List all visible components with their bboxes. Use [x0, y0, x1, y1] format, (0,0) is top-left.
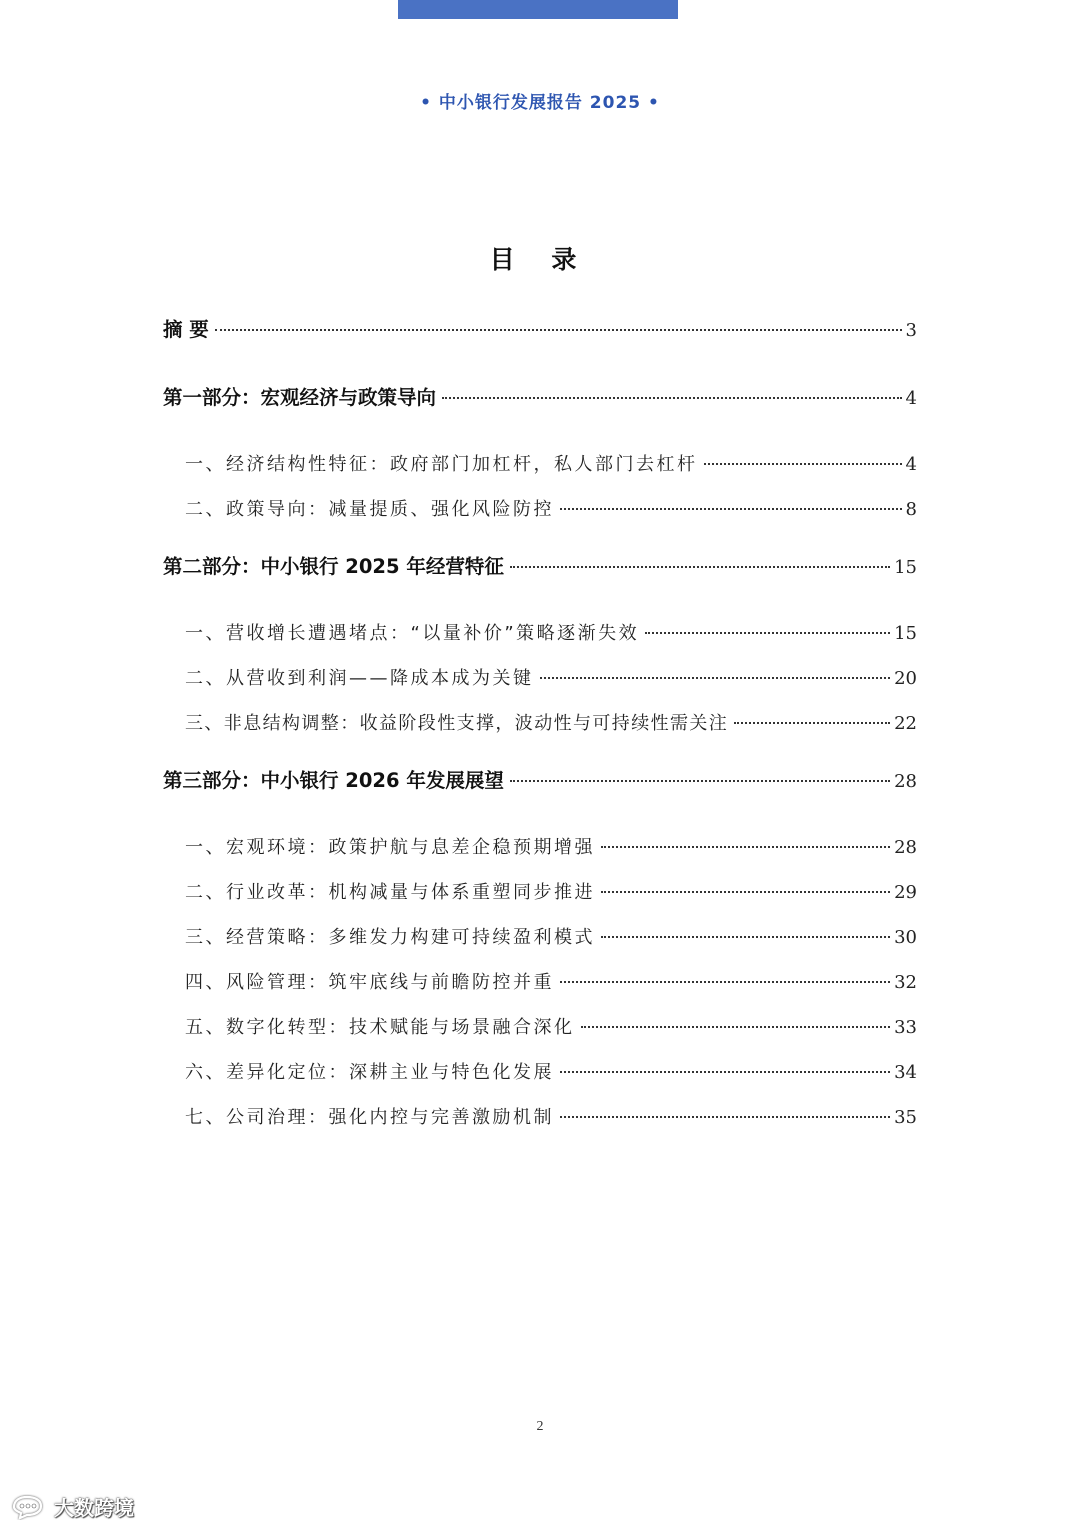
dot-leader: [704, 463, 902, 465]
toc-entry-label: 五、数字化转型：技术赋能与场景融合深化: [185, 1017, 575, 1038]
toc-entry-label: 七、公司治理：强化内控与完善激励机制: [185, 1107, 554, 1128]
toc-entry-page: 33: [894, 1017, 917, 1038]
toc-entry-page: 30: [894, 927, 917, 948]
toc-entry-page: 35: [894, 1107, 917, 1128]
toc-entry-2-1[interactable]: [185, 619, 917, 645]
toc-entry-3-4[interactable]: [185, 968, 917, 994]
dot-leader: [601, 936, 890, 938]
toc-entry-label: 四、风险管理：筑牢底线与前瞻防控并重: [185, 972, 554, 993]
toc-entry-page: 4: [905, 388, 917, 409]
toc-entry-page: 20: [894, 668, 917, 689]
toc-entry-abstract[interactable]: [163, 314, 917, 342]
dot-leader: [645, 632, 890, 634]
toc-entry-page: 3: [905, 320, 917, 341]
toc-entry-label: 六、差异化定位：深耕主业与特色化发展: [185, 1062, 554, 1083]
dot-leader: [215, 329, 902, 331]
toc-entry-label: 二、从营收到利润——降成本成为关键: [185, 668, 534, 689]
toc-entry-page: 29: [894, 882, 917, 903]
toc-entry-page: 28: [894, 837, 917, 858]
toc-entry-3-6[interactable]: [185, 1058, 917, 1084]
toc-entry-1-2[interactable]: [185, 495, 917, 521]
toc-entry-page: 32: [894, 972, 917, 993]
dot-leader: [442, 397, 902, 399]
toc-entry-page: 22: [894, 713, 917, 734]
toc-entry-3-3[interactable]: [185, 923, 917, 949]
dot-leader: [510, 566, 890, 568]
toc-entry-2-2[interactable]: [185, 664, 917, 690]
toc-entry-part-1[interactable]: [163, 382, 917, 410]
toc-entry-label: 一、经济结构性特征：政府部门加杠杆，私人部门去杠杆: [185, 454, 698, 475]
toc-entry-part-2[interactable]: [163, 551, 917, 579]
report-header-title: • 中小银行发展报告 2025 •: [420, 93, 660, 113]
toc-entry-label: 一、营收增长遭遇堵点：“以量补价”策略逐渐失效: [185, 623, 640, 644]
toc-entry-label: 摘 要: [163, 318, 209, 341]
toc-title: 目 录: [489, 245, 591, 274]
watermark: [10, 1492, 134, 1521]
toc-entry-label: 二、行业改革：机构减量与体系重塑同步推进: [185, 882, 595, 903]
dot-leader: [540, 677, 891, 679]
toc-entry-page: 34: [894, 1062, 917, 1083]
toc-entry-1-1[interactable]: [185, 450, 917, 476]
dot-leader: [581, 1026, 891, 1028]
toc-entry-part-3[interactable]: [163, 765, 917, 793]
watermark-text: 大数跨境: [54, 1496, 134, 1520]
toc-entry-page: 4: [905, 454, 917, 475]
toc-entry-label: 第一部分：宏观经济与政策导向: [163, 386, 437, 409]
toc-entry-2-3[interactable]: [185, 709, 917, 735]
toc-entry-page: 15: [894, 557, 917, 578]
toc-entry-label: 第二部分：中小银行 2025 年经营特征: [163, 555, 504, 578]
dot-leader: [560, 1071, 890, 1073]
toc-entry-3-1[interactable]: [185, 833, 917, 859]
toc-entry-3-5[interactable]: [185, 1013, 917, 1039]
toc-entry-label: 二、政策导向：减量提质、强化风险防控: [185, 499, 554, 520]
toc-entry-label: 第三部分：中小银行 2026 年发展展望: [163, 769, 504, 792]
chat-bubble-icon: [10, 1494, 48, 1520]
toc-entry-page: 8: [905, 499, 917, 520]
toc-entry-label: 一、宏观环境：政策护航与息差企稳预期增强: [185, 837, 595, 858]
toc-entry-3-7[interactable]: [185, 1103, 917, 1129]
toc-entry-page: 28: [894, 771, 917, 792]
dot-leader: [601, 891, 890, 893]
toc-entry-label: 三、非息结构调整：收益阶段性支撑，波动性与可持续性需关注: [185, 713, 729, 734]
page-number: 2: [536, 1419, 544, 1434]
dot-leader: [601, 846, 890, 848]
dot-leader: [560, 981, 890, 983]
dot-leader: [560, 1116, 890, 1118]
toc-entry-3-2[interactable]: [185, 878, 917, 904]
top-accent-bar: [398, 0, 678, 19]
dot-leader: [560, 508, 902, 510]
dot-leader: [734, 722, 890, 724]
dot-leader: [510, 780, 890, 782]
toc-entry-page: 15: [894, 623, 917, 644]
toc-entry-label: 三、经营策略：多维发力构建可持续盈利模式: [185, 927, 595, 948]
